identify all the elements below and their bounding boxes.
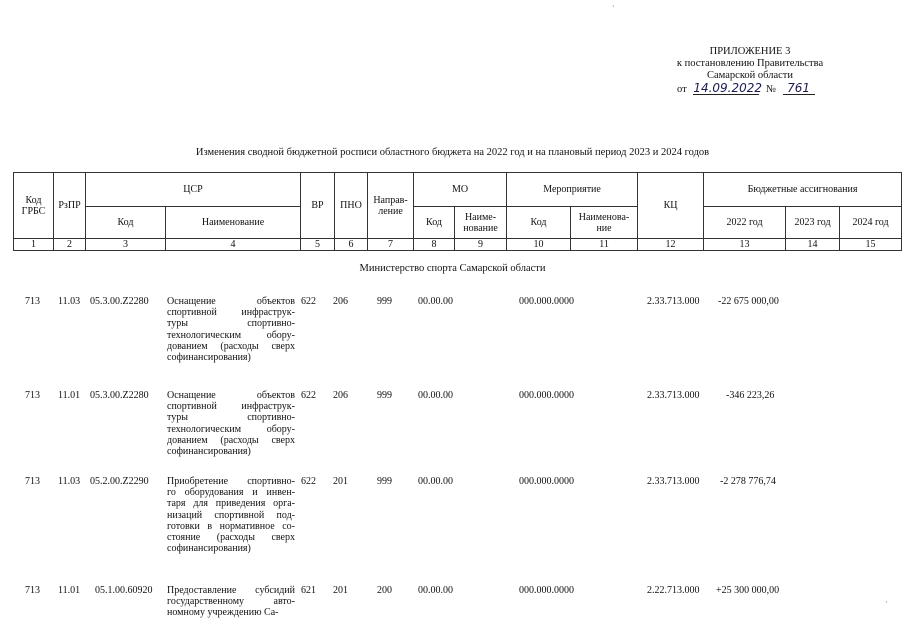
name-line: Предоставление субсидий [167, 585, 295, 596]
name-line: дованием (расходы сверх [167, 434, 295, 446]
th-meropriyatie: Мероприятие [507, 173, 638, 207]
name-line: Оснащение объектов [167, 296, 295, 307]
name-line: спортивной инфраструк- [167, 307, 295, 319]
th-kc: КЦ [638, 173, 704, 239]
name-line: низаций спортивной под- [167, 509, 295, 521]
name-line: стояние (расходы сверх [167, 532, 295, 544]
cell-2022: +25 300 000,00 [716, 585, 780, 596]
cell-vr: 622 [301, 390, 316, 401]
cell-rzpr: 11.01 [58, 585, 81, 596]
cell-name [167, 476, 295, 554]
col-num: 5 [301, 239, 335, 251]
th-mer-kod: Код [507, 207, 571, 239]
cell-name [167, 585, 295, 619]
cell-csr: 05.1.00.60920 [95, 585, 153, 596]
annex-block [640, 46, 860, 96]
handwritten-date: 14.09.2022 [693, 81, 763, 95]
cell-name [167, 390, 295, 457]
col-num: 11 [571, 239, 638, 251]
col-num: 2 [54, 239, 86, 251]
cell-rzpr: 11.03 [58, 476, 81, 487]
header-table [13, 172, 902, 251]
col-num: 7 [368, 239, 414, 251]
th-2024: 2024 год [840, 207, 902, 239]
th-2022: 2022 год [704, 207, 786, 239]
ministry-heading: Министерство спорта Самарской области [359, 263, 546, 274]
name-line: спортивной инфраструк- [167, 401, 295, 413]
scan-speck: · [612, 2, 615, 11]
name-line: туры спортивно- [167, 412, 295, 424]
name-line: туры спортивно- [167, 318, 295, 330]
th-csr: ЦСР [86, 173, 301, 207]
cell-csr: 05.3.00.Z2280 [90, 296, 149, 307]
cell-2022: -2 278 776,74 [720, 476, 776, 487]
th-vr: ВР [301, 173, 335, 239]
name-line: номному учреждению Са- [167, 607, 279, 619]
th-pno: ПНО [335, 173, 368, 239]
cell-kc: 2.33.713.000 [647, 390, 700, 401]
number-prefix: № [765, 84, 776, 95]
col-num: 6 [335, 239, 368, 251]
annex-title: ПРИЛОЖЕНИЕ 3 [709, 46, 791, 57]
th-kod-grbs: Код ГРБС [14, 173, 54, 239]
cell-kc: 2.33.713.000 [647, 476, 700, 487]
th-csr-kod: Код [86, 207, 166, 239]
name-line: софинансирования) [167, 543, 251, 555]
scan-speck: · [885, 598, 888, 607]
date-prefix: от [677, 84, 687, 95]
th-mo: МО [414, 173, 507, 207]
th-mo-kod: Код [414, 207, 455, 239]
cell-pno: 206 [333, 296, 348, 307]
name-line: софинансирования) [167, 352, 251, 364]
th-napr: Направ- ление [368, 173, 414, 239]
cell-mo: 00.00.00 [418, 390, 453, 401]
name-line: таря для приведения орга- [167, 498, 295, 510]
col-num: 8 [414, 239, 455, 251]
cell-napr: 200 [377, 585, 392, 596]
cell-grbs: 713 [25, 296, 40, 307]
col-num: 14 [786, 239, 840, 251]
cell-pno: 201 [333, 476, 348, 487]
cell-csr: 05.2.00.Z2290 [90, 476, 149, 487]
cell-name [167, 296, 295, 363]
name-line: Приобретение спортивно- [167, 476, 295, 487]
cell-mo: 00.00.00 [418, 476, 453, 487]
col-num: 15 [840, 239, 902, 251]
th-mer-name: Наименова- ние [571, 207, 638, 239]
annex-line-2: Самарской области [707, 70, 793, 81]
name-line: государственному авто- [167, 596, 295, 608]
cell-grbs: 713 [25, 585, 40, 596]
cell-vr: 621 [301, 585, 316, 596]
name-line: технологическим обору- [167, 329, 295, 341]
cell-mer: 000.000.0000 [519, 390, 574, 401]
annex-line-1: к постановлению Правительства [676, 58, 824, 69]
cell-kc: 2.33.713.000 [647, 296, 700, 307]
cell-pno: 206 [333, 390, 348, 401]
cell-napr: 999 [377, 390, 392, 401]
cell-mer: 000.000.0000 [519, 585, 574, 596]
th-2023: 2023 год [786, 207, 840, 239]
th-budget: Бюджетные ассигнования [704, 173, 902, 207]
document-title: Изменения сводной бюджетной росписи областного бюджета на 2022 год и на плановый период 2023 и 2024 годов [195, 147, 710, 158]
cell-mer: 000.000.0000 [519, 476, 574, 487]
cell-vr: 622 [301, 476, 316, 487]
cell-rzpr: 11.03 [58, 296, 81, 307]
cell-grbs: 713 [25, 390, 40, 401]
name-line: Оснащение объектов [167, 390, 295, 401]
cell-grbs: 713 [25, 476, 40, 487]
name-line: дованием (расходы сверх [167, 340, 295, 352]
col-num: 12 [638, 239, 704, 251]
cell-2022: -346 223,26 [726, 390, 775, 401]
column-number-row [14, 239, 902, 251]
name-line: го оборудования и инвен- [167, 487, 295, 499]
cell-napr: 999 [377, 476, 392, 487]
cell-mo: 00.00.00 [418, 585, 453, 596]
th-mo-name: Наиме- нование [455, 207, 507, 239]
cell-vr: 622 [301, 296, 316, 307]
col-num: 9 [455, 239, 507, 251]
col-num: 1 [14, 239, 54, 251]
name-line: готовки в нормативное со- [167, 520, 295, 532]
col-num: 4 [166, 239, 301, 251]
name-line: технологическим обору- [167, 423, 295, 435]
annex-date-line [640, 82, 860, 96]
th-rzpr: РзПР [54, 173, 86, 239]
cell-2022: -22 675 000,00 [718, 296, 779, 307]
col-num: 3 [86, 239, 166, 251]
col-num: 13 [704, 239, 786, 251]
cell-napr: 999 [377, 296, 392, 307]
th-csr-name: Наименование [166, 207, 301, 239]
handwritten-number: 761 [783, 82, 815, 95]
cell-kc: 2.22.713.000 [647, 585, 700, 596]
cell-rzpr: 11.01 [58, 390, 81, 401]
cell-mo: 00.00.00 [418, 296, 453, 307]
cell-pno: 201 [333, 585, 348, 596]
cell-mer: 000.000.0000 [519, 296, 574, 307]
col-num: 10 [507, 239, 571, 251]
cell-csr: 05.3.00.Z2280 [90, 390, 149, 401]
name-line: софинансирования) [167, 446, 251, 458]
